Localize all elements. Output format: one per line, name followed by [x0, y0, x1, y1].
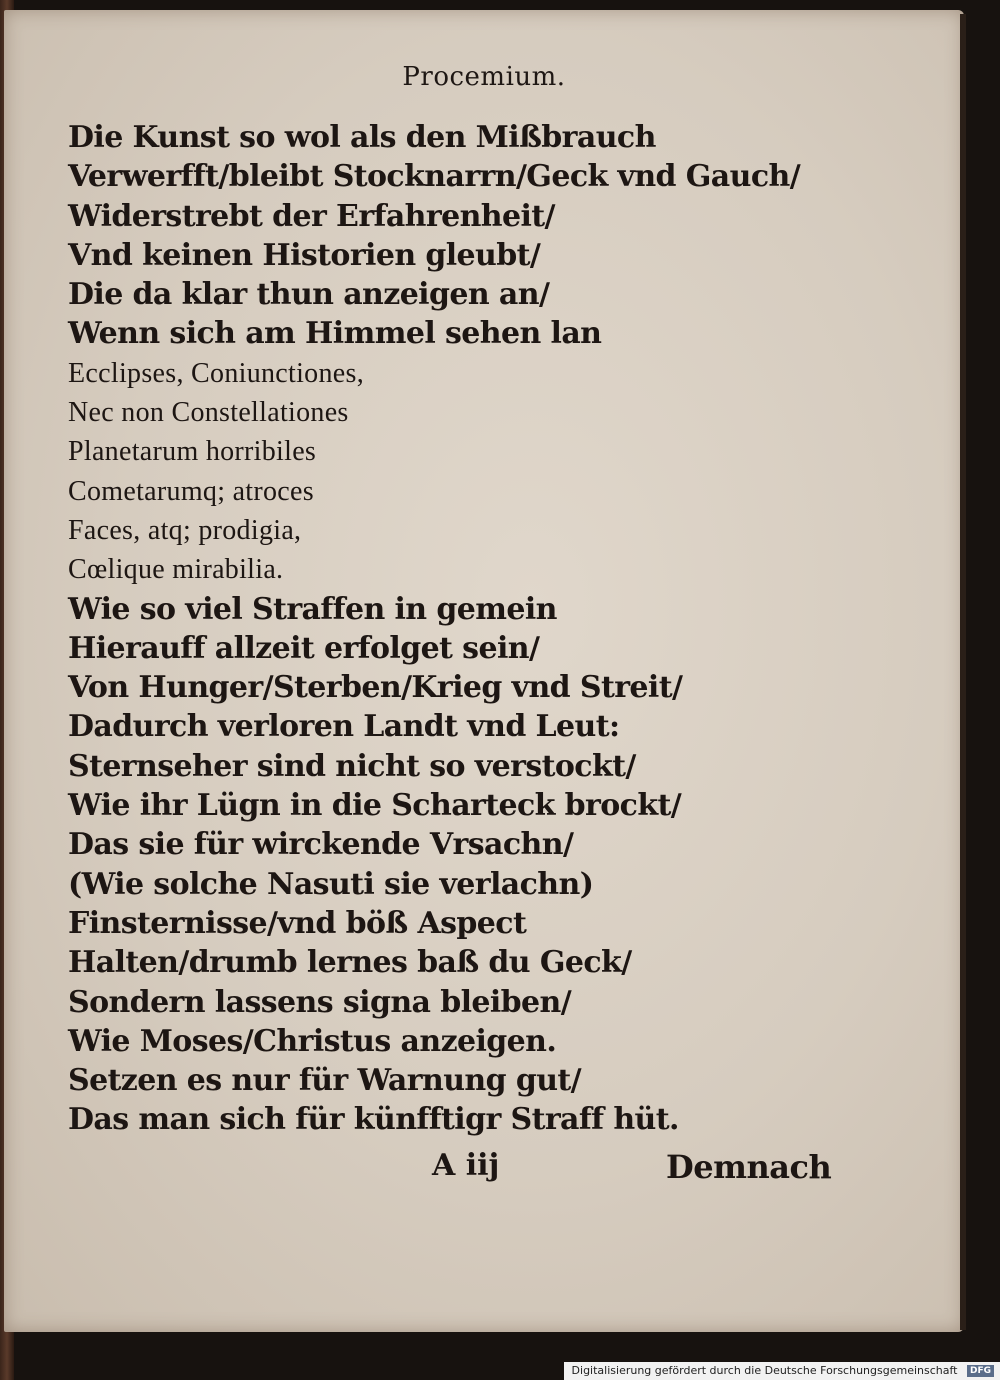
- verse-line: (Wie solche Nasuti sie verlachn): [68, 866, 594, 902]
- verse-line: Setzen es nur für Warnung gut/: [68, 1063, 582, 1099]
- verse-line: Die da klar thun anzeigen an/: [68, 277, 550, 313]
- verse-line: Nec non Constellationes: [68, 397, 349, 429]
- verse-line: Von Hunger/Sterben/Krieg vnd Streit/: [68, 670, 683, 706]
- verse-line: Verwerfft/bleibt Stocknarrn/Geck vnd Gauch/: [68, 159, 801, 195]
- page-edge: [960, 14, 966, 1330]
- verse-line: Sternseher sind nicht so verstockt/: [68, 748, 636, 784]
- verse-line: Wie so viel Straffen in gemein: [68, 591, 557, 627]
- verse-line: Wie Moses/Christus anzeigen.: [68, 1023, 557, 1059]
- signature-mark: A iij: [432, 1148, 500, 1183]
- verse-lines: [68, 118, 928, 1140]
- verse-line: Hierauff allzeit erfolget sein/: [68, 630, 540, 666]
- verse-line: Halten/drumb lernes baß du Geck/: [68, 945, 632, 981]
- funding-credit: [564, 1362, 1000, 1380]
- verse-line: Cœlique mirabilia.: [68, 554, 284, 586]
- verse-line: Cometarumq; atroces: [68, 475, 314, 507]
- verse-line: Planetarum horribiles: [68, 436, 317, 468]
- scanned-page: [4, 10, 964, 1332]
- verse-line: Das sie für wirckende Vrsachn/: [68, 827, 574, 863]
- funding-credit-text: Digitalisierung gefördert durch die Deutsche Forschungsgemeinschaft: [571, 1364, 958, 1377]
- verse-line: Dadurch verloren Landt vnd Leut:: [68, 709, 620, 745]
- running-head: Procemium.: [402, 62, 566, 92]
- catchword: Demnach: [666, 1148, 832, 1186]
- dfg-logo: DFG: [967, 1365, 994, 1377]
- verse-line: Finsternisse/vnd böß Aspect: [68, 905, 527, 941]
- verse-line: Vnd keinen Historien gleubt/: [68, 237, 541, 273]
- verse-line: Faces, atq; prodigia,: [68, 514, 302, 546]
- verse-line: Wie ihr Lügn in die Scharteck brockt/: [68, 788, 682, 824]
- verse-line: Die Kunst so wol als den Mißbrauch: [68, 120, 656, 155]
- verse-line: Widerstrebt der Erfahrenheit/: [68, 198, 555, 234]
- verse-line: Sondern lassens signa bleiben/: [68, 984, 572, 1020]
- verse-line: Ecclipses, Coniunctiones,: [68, 357, 365, 389]
- verse-line: Wenn sich am Himmel sehen lan: [68, 316, 602, 352]
- verse-line: Das man sich für künfftigr Straff hüt.: [68, 1102, 679, 1138]
